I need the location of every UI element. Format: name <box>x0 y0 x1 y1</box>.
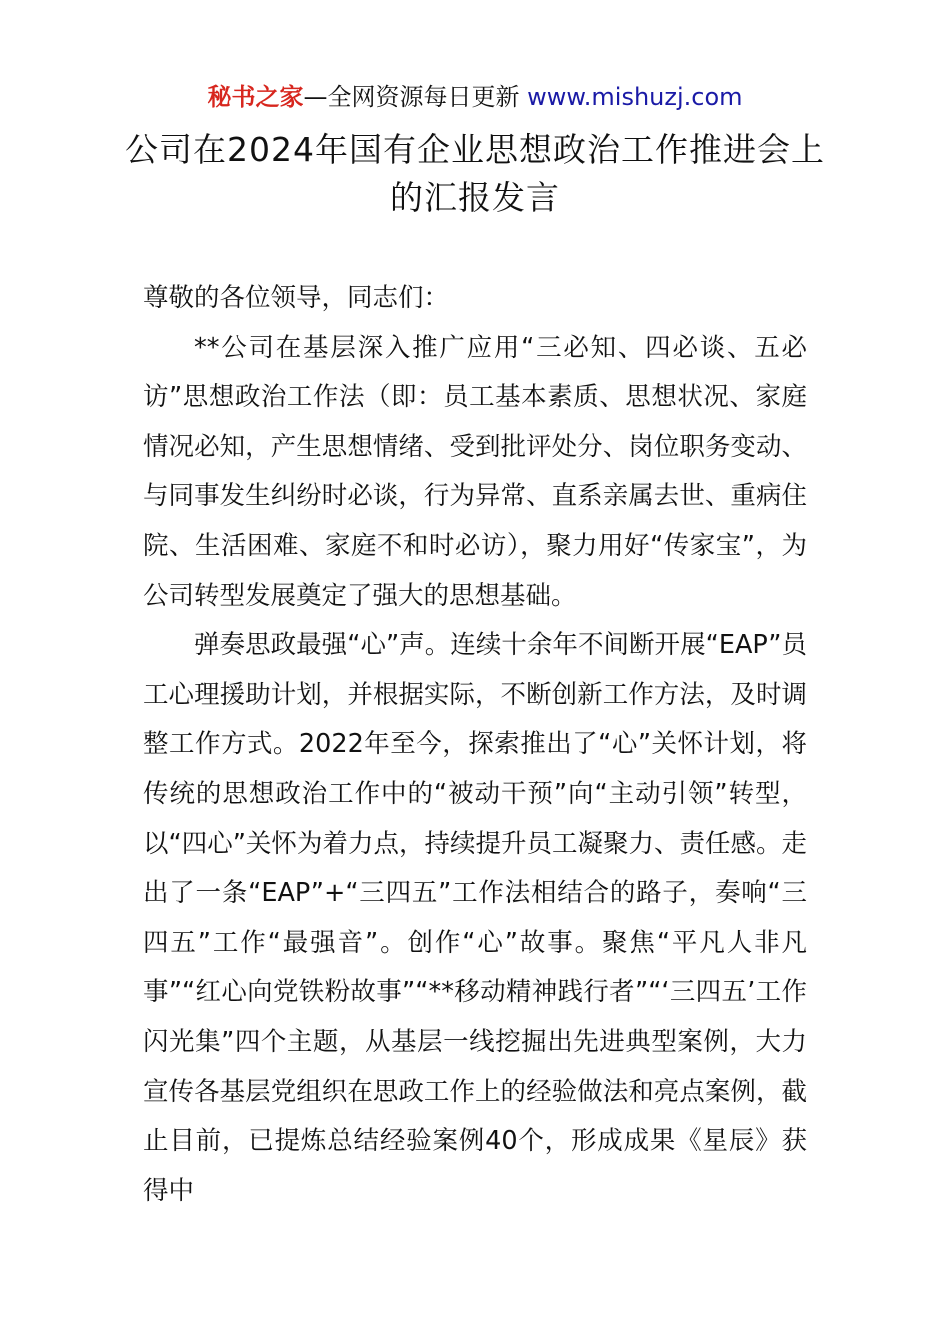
site-url-link[interactable]: www.mishuzj.com <box>527 83 743 111</box>
site-header <box>0 80 950 114</box>
header-tagline: —全网资源每日更新 <box>303 83 528 111</box>
document-title: 公司在2024年国有企业思想政治工作推进会上的汇报发言 <box>125 130 825 217</box>
body-paragraph: 弹奏思政最强“心”声。连续十余年不间断开展“EAP”员工心理援助计划，并根据实际，不断创新工作方法，及时调整工作方式。2022年至今，探索推出了“心”关怀计划，将传统的思想政治工作中的“被动干预”向“主动引领”转型，以“四心”关怀为着力点，持续提升员工凝聚力、责任感。走出了一条“EAP”+“三四五”工作法相结合的路子，奏响“三四五”工作“最强音”。创作“心”故事。聚焦“平凡人非凡事”“红心向党铁粉故事”“**移动精神践行者”“‘三四五’工作闪光集”四个主题，从基层一线挖掘出先进典型案例，大力宣传各基层党组织在思政工作上的经验做法和亮点案例，截止目前，已提炼总结经验案例40个，形成成果《星辰》获得中 <box>143 630 807 1206</box>
salutation: 尊敬的各位领导，同志们： <box>143 283 450 313</box>
brand-name: 秘书之家 <box>207 83 304 111</box>
document-body <box>143 274 807 1216</box>
body-paragraph: **公司在基层深入推广应用“三必知、四必谈、五必访”思想政治工作法（即：员工基本素质、思想状况、家庭情况必知，产生思想情绪、受到批评处分、岗位职务变动、与同事发生纠纷时必谈，行为异常、直系亲属去世、重病住院、生活困难、家庭不和时必访），聚力用好“传家宝”，为公司转型发展奠定了强大的思想基础。 <box>143 332 807 611</box>
